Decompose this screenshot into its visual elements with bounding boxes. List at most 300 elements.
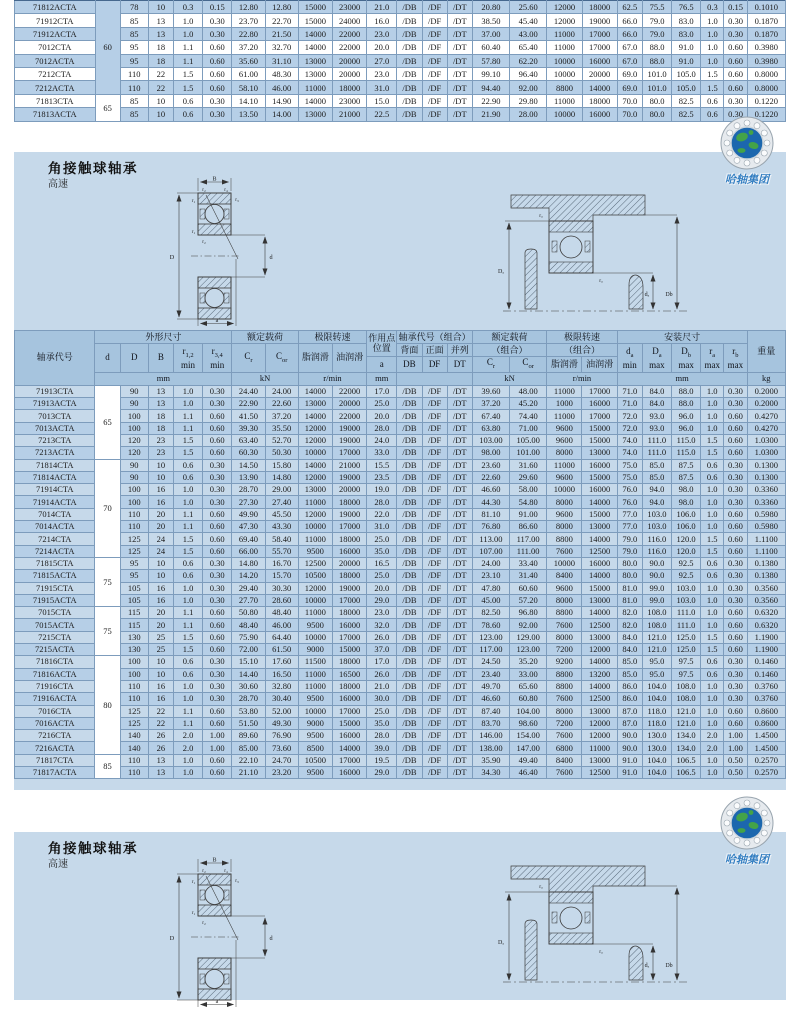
combo-oil-speed-cell: 20000: [582, 67, 617, 80]
da-min-cell: 79.0: [617, 545, 642, 557]
weight-cell: 0.5980: [747, 521, 785, 533]
weight-cell: 1.0300: [747, 434, 785, 446]
ra-max-cell: 1.5: [701, 434, 724, 446]
Da-max-cell: 118.0: [642, 705, 671, 717]
action-point-line1: 作用点: [368, 333, 396, 343]
Da-max-cell: 88.0: [642, 54, 671, 67]
outer-diameter-cell: 110: [120, 754, 148, 766]
combo-code-cell: /DF: [422, 705, 447, 717]
dimension-label-ra-shaft-2: rₐ: [599, 949, 603, 955]
da-min-cell: 70.0: [617, 108, 642, 121]
cor-cell: 22.70: [265, 14, 298, 27]
combo-grease-speed-cell: 8000: [547, 594, 582, 606]
Db-max-cell: 121.0: [672, 717, 701, 729]
r34-min-cell: 0.60: [203, 533, 232, 545]
bearing-row: [15, 644, 786, 656]
combo-cr-cell: 37.00: [472, 27, 509, 40]
combo-cr-cell: 103.00: [472, 434, 509, 446]
r34-min-cell: 0.60: [203, 410, 232, 422]
dimension-label-d: d: [269, 254, 273, 261]
combo-code-cell: /DT: [447, 656, 472, 668]
r12-min-cell: 1.1: [173, 422, 202, 434]
width-cell: 10: [148, 459, 173, 471]
bearing-code-cell: 71914ACTA: [15, 496, 95, 508]
da-min-cell: 86.0: [617, 680, 642, 692]
combo-cor-cell: 154.00: [510, 730, 547, 742]
combo-cr-cell: 23.40: [472, 668, 509, 680]
bearing-code-cell: 71815CTA: [15, 557, 95, 569]
grease-speed-cell: 13000: [298, 398, 332, 410]
combo-code-cell: /DB: [397, 521, 422, 533]
outer-diameter-cell: 105: [120, 582, 148, 594]
r12-min-cell: 1.0: [173, 398, 202, 410]
grease-speed-cell: 8500: [298, 742, 332, 754]
unit-mm-a: mm: [367, 372, 397, 385]
cr-cell: 53.80: [232, 705, 265, 717]
company-logo-2: [710, 796, 784, 867]
r12-min-cell: 2.0: [173, 730, 202, 742]
combo-cr-cell: 113.00: [472, 533, 509, 545]
combo-code-cell: /DB: [397, 67, 422, 80]
combo-code-cell: /DF: [422, 67, 447, 80]
combo-cor-cell: 71.00: [510, 422, 547, 434]
bearing-code-cell: 7015ACTA: [15, 619, 95, 631]
r34-min-cell: 0.30: [203, 459, 232, 471]
width-cell: 10: [148, 570, 173, 582]
Db-max-cell: 108.0: [672, 680, 701, 692]
r12-min-cell: 1.0: [173, 484, 202, 496]
width-cell: 10: [148, 108, 173, 121]
Da-max-cell: 118.0: [642, 717, 671, 729]
combo-cr-cell: 82.50: [472, 607, 509, 619]
weight-cell: 1.1900: [747, 644, 785, 656]
bearing-row: [15, 41, 786, 54]
da-min-cell: 69.0: [617, 67, 642, 80]
combo-cr-cell: 76.80: [472, 521, 509, 533]
combo-grease-speed-cell: 7600: [547, 730, 582, 742]
bearing-code-cell: 71814CTA: [15, 459, 95, 471]
r34-min-cell: 0.30: [203, 94, 232, 107]
rb-max-cell: 0.30: [724, 570, 747, 582]
outer-diameter-cell: 115: [120, 619, 148, 631]
oil-speed-cell: 24000: [333, 14, 367, 27]
combo-code-cell: /DT: [447, 1, 472, 14]
Db-max-cell: 120.0: [672, 545, 701, 557]
grease-speed-cell: 11000: [298, 680, 332, 692]
Da-max-cell: 93.0: [642, 410, 671, 422]
combo-code-cell: /DF: [422, 81, 447, 94]
dimension-label-r2-lower-2: r₂: [202, 920, 206, 926]
dimension-label-Db: Db: [665, 292, 673, 298]
grease-speed-cell: 14000: [298, 385, 332, 397]
combo-code-cell: /DF: [422, 570, 447, 582]
r34-min-cell: 0.30: [203, 557, 232, 569]
combo-code-cell: /DB: [397, 533, 422, 545]
combo-code-cell: /DT: [447, 619, 472, 631]
dimension-label-ra-housing: rₐ: [539, 213, 543, 219]
combo-code-cell: /DT: [447, 717, 472, 729]
ra-max-cell: 1.0: [701, 767, 724, 779]
da-min-cell: 66.0: [617, 27, 642, 40]
combo-cr-cell: 81.10: [472, 508, 509, 520]
bearing-code-cell: 71815ACTA: [15, 570, 95, 582]
bearing-code-cell: 7214CTA: [15, 533, 95, 545]
bearing-code-cell: 7212ACTA: [15, 81, 96, 94]
r12-min-cell: 1.0: [173, 594, 202, 606]
bearing-code-cell: 71814ACTA: [15, 471, 95, 483]
outer-diameter-cell: 120: [120, 434, 148, 446]
col-header-combo-cor: $C_{or}$: [510, 357, 547, 373]
Da-max-cell: 103.0: [642, 521, 671, 533]
rb-max-cell: 0.30: [724, 693, 747, 705]
combo-code-cell: /DB: [397, 459, 422, 471]
width-cell: 22: [148, 717, 173, 729]
bearing-row: [15, 705, 786, 717]
combo-oil-speed-cell: 15000: [582, 422, 617, 434]
cor-cell: 14.80: [265, 471, 298, 483]
Da-max-cell: 111.0: [642, 434, 671, 446]
bearing-row: [15, 14, 786, 27]
oil-speed-cell: 20000: [332, 398, 366, 410]
rb-max-cell: 0.50: [724, 754, 747, 766]
grease-speed-cell: 10000: [298, 594, 332, 606]
col-header-ra-max: $r_a$ max: [701, 344, 724, 373]
combo-grease-speed-cell: 8400: [547, 754, 582, 766]
bearing-row: [15, 680, 786, 692]
cor-cell: 15.80: [265, 459, 298, 471]
col-header-load-group: 额定载荷: [232, 331, 298, 344]
combo-oil-speed-cell: 11000: [582, 742, 617, 754]
weight-cell: 0.3560: [747, 582, 785, 594]
outer-diameter-cell: 100: [120, 496, 148, 508]
rb-max-cell: 0.15: [724, 1, 747, 14]
combo-grease-speed-cell: 11000: [547, 27, 582, 40]
da-min-cell: 72.0: [617, 410, 642, 422]
bearing-code-cell: 7013ACTA: [15, 422, 95, 434]
combo-grease-speed-cell: 10000: [547, 108, 582, 121]
Da-max-cell: 101.0: [642, 67, 671, 80]
outer-diameter-cell: 90: [120, 459, 148, 471]
grease-speed-cell: 10500: [298, 754, 332, 766]
cor-cell: 23.20: [265, 767, 298, 779]
r12-min-cell: 0.6: [173, 668, 202, 680]
Da-max-cell: 99.0: [642, 582, 671, 594]
bore-diameter-group-cell: 60: [95, 1, 120, 95]
grease-speed-cell: 10000: [298, 631, 332, 643]
oil-speed-cell: 15000: [332, 717, 366, 729]
combo-code-cell: /DB: [397, 27, 422, 40]
combo-code-cell: /DF: [422, 742, 447, 754]
rb-max-cell: 0.60: [724, 705, 747, 717]
rb-max-cell: 1.00: [724, 742, 747, 754]
action-point-cell: 16.0: [367, 14, 397, 27]
grease-speed-cell: 12000: [298, 434, 332, 446]
unit-rpm: r/min: [298, 372, 366, 385]
ra-max-cell: 1.0: [701, 680, 724, 692]
da-min-cell: 91.0: [617, 754, 642, 766]
dimension-label-r1-lower-2: r₁: [191, 910, 196, 916]
action-point-cell: 23.0: [367, 67, 397, 80]
cor-cell: 24.00: [265, 385, 298, 397]
outer-diameter-cell: 85: [120, 14, 148, 27]
col-header-rb-max: $r_b$ max: [724, 344, 747, 373]
action-point-cell: 30.0: [367, 693, 397, 705]
action-point-cell: 39.0: [367, 742, 397, 754]
cr-cell: 75.90: [232, 631, 265, 643]
cor-cell: 55.70: [265, 545, 298, 557]
oil-speed-cell: 16000: [332, 730, 366, 742]
cor-cell: 12.80: [265, 1, 298, 14]
combo-cor-cell: 45.20: [510, 398, 547, 410]
action-point-cell: 31.0: [367, 521, 397, 533]
weight-cell: 0.1870: [747, 14, 785, 27]
ra-max-cell: 1.0: [701, 484, 724, 496]
cr-cell: 69.40: [232, 533, 265, 545]
combo-code-cell: /DF: [422, 508, 447, 520]
Da-max-cell: 84.0: [642, 398, 671, 410]
combo-oil-speed-cell: 18000: [582, 94, 617, 107]
width-cell: 16: [148, 582, 173, 594]
da-min-cell: 74.0: [617, 447, 642, 459]
unit-mm: mm: [95, 372, 232, 385]
combo-cr-cell: 94.40: [472, 81, 509, 94]
rb-max-cell: 0.30: [724, 582, 747, 594]
combo-cor-cell: 25.60: [510, 1, 547, 14]
bearing-row: [15, 508, 786, 520]
combo-code-cell: /DF: [422, 557, 447, 569]
rb-max-cell: 0.60: [724, 631, 747, 643]
combo-cr-cell: 138.00: [472, 742, 509, 754]
combo-cor-cell: 35.20: [510, 656, 547, 668]
mounting-dimensions-diagram: [495, 191, 695, 326]
action-point-cell: 15.5: [367, 459, 397, 471]
r34-min-cell: 0.30: [203, 471, 232, 483]
grease-speed-cell: 9000: [298, 644, 332, 656]
Da-max-cell: 121.0: [642, 644, 671, 656]
combo-cr-cell: 87.40: [472, 705, 509, 717]
outer-diameter-cell: 100: [120, 484, 148, 496]
oil-speed-cell: 16000: [332, 545, 366, 557]
section-subtitle-2: 高速: [48, 859, 68, 870]
rb-max-cell: 0.60: [724, 447, 747, 459]
oil-speed-cell: 15000: [332, 644, 366, 656]
combo-code-cell: /DF: [422, 668, 447, 680]
da-min-cell: 77.0: [617, 508, 642, 520]
width-cell: 13: [148, 754, 173, 766]
r34-min-cell: 0.30: [203, 484, 232, 496]
combo-code-cell: /DF: [422, 754, 447, 766]
grease-speed-cell: 13000: [298, 67, 332, 80]
r34-min-cell: 0.60: [203, 545, 232, 557]
grease-speed-cell: 14000: [298, 27, 332, 40]
width-cell: 13: [148, 398, 173, 410]
cr-cell: 50.80: [232, 607, 265, 619]
width-cell: 25: [148, 644, 173, 656]
da-min-cell: 90.0: [617, 742, 642, 754]
r34-min-cell: 0.30: [203, 385, 232, 397]
action-point-cell: 35.0: [367, 717, 397, 729]
combo-code-cell: /DB: [397, 594, 422, 606]
ra-max-cell: 1.0: [701, 754, 724, 766]
combo-oil-speed-cell: 16000: [582, 398, 617, 410]
combo-grease-speed-cell: 7600: [547, 767, 582, 779]
col-header-combo-grease: 脂润滑: [547, 357, 582, 373]
Db-max-cell: 76.5: [672, 1, 701, 14]
cr-cell: 63.40: [232, 434, 265, 446]
combo-cor-cell: 91.00: [510, 508, 547, 520]
da-min-cell: 71.0: [617, 398, 642, 410]
combo-grease-speed-cell: 7200: [547, 644, 582, 656]
weight-cell: 0.5980: [747, 508, 785, 520]
combo-cor-cell: 104.00: [510, 705, 547, 717]
ra-max-cell: 1.0: [701, 705, 724, 717]
Db-max-cell: 103.0: [672, 594, 701, 606]
combo-code-cell: /DT: [447, 754, 472, 766]
col-header-d: d: [95, 344, 120, 373]
combo-cr-cell: 99.10: [472, 67, 509, 80]
bearing-code-cell: 7215CTA: [15, 631, 95, 643]
da-min-cell: 84.0: [617, 631, 642, 643]
r12-min-cell: 1.1: [173, 607, 202, 619]
combo-oil-speed-cell: 13200: [582, 668, 617, 680]
Da-max-cell: 95.0: [642, 656, 671, 668]
ra-max-cell: 1.0: [701, 54, 724, 67]
rb-max-cell: 0.30: [724, 471, 747, 483]
cor-cell: 52.70: [265, 434, 298, 446]
combo-cr-cell: 63.80: [472, 422, 509, 434]
combo-code-cell: /DF: [422, 644, 447, 656]
grease-speed-cell: 11500: [298, 656, 332, 668]
Db-max-cell: 106.5: [672, 767, 701, 779]
Da-max-cell: 101.0: [642, 81, 671, 94]
bearing-row: [15, 410, 786, 422]
combo-code-cell: /DB: [397, 717, 422, 729]
outer-diameter-cell: 100: [120, 410, 148, 422]
cr-cell: 47.30: [232, 521, 265, 533]
oil-speed-cell: 16500: [332, 668, 366, 680]
r34-min-cell: 1.00: [203, 730, 232, 742]
outer-diameter-cell: 90: [120, 385, 148, 397]
combo-grease-speed-cell: 10000: [547, 484, 582, 496]
combo-code-cell: /DT: [447, 508, 472, 520]
Db-max-cell: 97.5: [672, 668, 701, 680]
da-min-cell: 76.0: [617, 496, 642, 508]
combo-cor-cell: 28.00: [510, 108, 547, 121]
action-point-cell: 23.0: [367, 27, 397, 40]
combo-oil-speed-cell: 14000: [582, 570, 617, 582]
dimension-label-d-2: d: [269, 935, 273, 942]
bearing-row: [15, 385, 786, 397]
r34-min-cell: 0.60: [203, 81, 232, 94]
outer-diameter-cell: 100: [120, 668, 148, 680]
combo-oil-speed-cell: 16000: [582, 557, 617, 569]
cor-cell: 48.40: [265, 607, 298, 619]
combo-cr-cell: 35.90: [472, 754, 509, 766]
combo-code-cell: /DB: [397, 54, 422, 67]
da-min-cell: 80.0: [617, 570, 642, 582]
combo-code-cell: /DB: [397, 14, 422, 27]
weight-cell: 0.3980: [747, 41, 785, 54]
combo-code-cell: /DB: [397, 471, 422, 483]
cr-cell: 22.80: [232, 27, 265, 40]
combo-code-cell: /DT: [447, 521, 472, 533]
action-point-cell: 37.0: [367, 644, 397, 656]
da-min-cell: 87.0: [617, 705, 642, 717]
oil-speed-cell: 18000: [332, 570, 366, 582]
cor-cell: 32.80: [265, 680, 298, 692]
width-cell: 20: [148, 607, 173, 619]
r12-min-cell: 1.5: [173, 533, 202, 545]
combo-code-cell: /DF: [422, 398, 447, 410]
da-min-cell: 74.0: [617, 434, 642, 446]
col-header-tandem: 并列: [447, 344, 472, 357]
combo-grease-speed-cell: 8800: [547, 668, 582, 680]
combo-oil-speed-cell: 16000: [582, 459, 617, 471]
width-cell: 16: [148, 680, 173, 692]
outer-diameter-cell: 110: [120, 67, 148, 80]
rb-max-cell: 0.60: [724, 607, 747, 619]
r12-min-cell: 1.5: [173, 447, 202, 459]
bore-diameter-group-cell: 70: [95, 459, 120, 557]
combo-code-cell: /DT: [447, 67, 472, 80]
combo-grease-speed-cell: 12000: [547, 1, 582, 14]
outer-diameter-cell: 110: [120, 521, 148, 533]
combo-oil-speed-cell: 14000: [582, 680, 617, 692]
action-point-line2: 位置: [372, 342, 391, 353]
r12-min-cell: 1.0: [173, 754, 202, 766]
Db-max-cell: 106.5: [672, 754, 701, 766]
rb-max-cell: 0.60: [724, 717, 747, 729]
section-title-2: 角接触球轴承: [48, 841, 138, 856]
bearing-row: [15, 447, 786, 459]
width-cell: 24: [148, 533, 173, 545]
outer-diameter-cell: 125: [120, 717, 148, 729]
r34-min-cell: 0.60: [203, 67, 232, 80]
cr-cell: 30.60: [232, 680, 265, 692]
dimension-label-r4: r₄: [224, 187, 228, 193]
cor-cell: 28.60: [265, 594, 298, 606]
dimension-label-B: B: [212, 176, 217, 183]
outer-diameter-cell: 125: [120, 545, 148, 557]
combo-grease-speed-cell: 9600: [547, 471, 582, 483]
weight-cell: 0.8600: [747, 717, 785, 729]
combo-code-cell: /DB: [397, 94, 422, 107]
combo-code-cell: /DF: [422, 619, 447, 631]
col-header-oil: 油润滑: [332, 344, 366, 373]
cor-cell: 30.30: [265, 582, 298, 594]
combo-grease-speed-cell: 8400: [547, 570, 582, 582]
rb-max-cell: 0.60: [724, 619, 747, 631]
rb-max-cell: 0.30: [724, 680, 747, 692]
bearing-code-cell: 7012ACTA: [15, 54, 96, 67]
grease-speed-cell: 12000: [298, 582, 332, 594]
ra-max-cell: 0.6: [701, 94, 724, 107]
combo-code-cell: /DT: [447, 81, 472, 94]
rb-max-cell: 0.30: [724, 459, 747, 471]
cr-cell: 12.80: [232, 1, 265, 14]
action-point-cell: 23.0: [367, 607, 397, 619]
bearing-row: [15, 94, 786, 107]
cor-cell: 14.90: [265, 94, 298, 107]
ra-max-cell: 1.0: [701, 521, 724, 533]
col-header-df: DF: [422, 357, 447, 373]
action-point-cell: 22.0: [367, 508, 397, 520]
combo-code-cell: /DT: [447, 41, 472, 54]
combo-code-cell: /DF: [422, 730, 447, 742]
ra-max-cell: 1.0: [701, 619, 724, 631]
oil-speed-cell: 22000: [333, 41, 367, 54]
weight-cell: 1.1900: [747, 631, 785, 643]
